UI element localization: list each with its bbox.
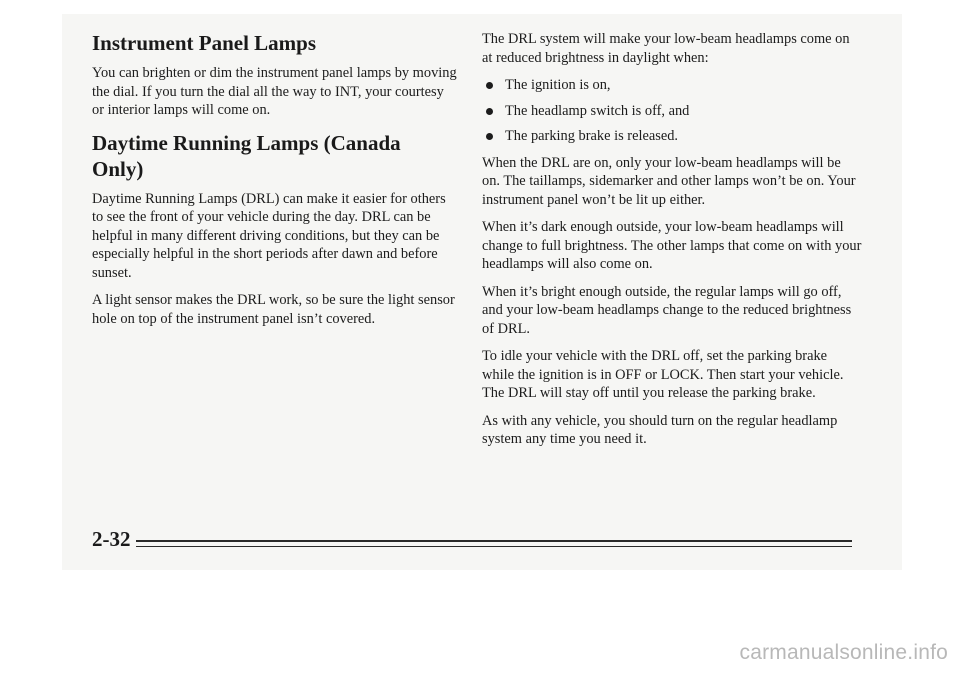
- bullet-icon: [486, 108, 493, 115]
- instrument-panel-lamps-text: You can brighten or dim the instrument panel lamps by moving the dial. If you turn the dial all the way to INT, your courtesy or interior lamps will come on.: [92, 65, 457, 118]
- idle-vehicle-paragraph: To idle your vehicle with the DRL off, set the parking brake while the ignition is in OFF or LOCK. Then start your vehicle. The DRL will stay off until you release the parking brake.: [482, 348, 844, 401]
- bullet-icon: [486, 133, 493, 140]
- list-item: The ignition is on,: [482, 76, 862, 95]
- list-item: The parking brake is released.: [482, 127, 862, 146]
- drl-conditions-list: [482, 76, 862, 146]
- daytime-paragraph-2: A light sensor makes the DRL work, so be sure the light sensor hole on top of the instrument panel isn’t covered.: [92, 292, 455, 327]
- footer-rule: [136, 540, 852, 542]
- daytime-running-lamps-heading: Daytime Running Lamps (Canada Only): [92, 130, 401, 181]
- instrument-panel-lamps-heading: Instrument Panel Lamps: [92, 31, 317, 55]
- drl-intro-paragraph: The DRL system will make your low-beam headlamps come on at reduced brightness in daylight when:: [482, 31, 850, 66]
- page-footer: [92, 527, 852, 557]
- daytime-paragraph-1: Daytime Running Lamps (DRL) can make it easier for others to see the front of your vehicle during the day. DRL can be helpful in many different driving conditions, but they can be especially helpful in the short periods after dawn and before sunset.: [92, 190, 446, 281]
- footer-rule-thin: [136, 546, 852, 547]
- bright-outside-paragraph: When it’s bright enough outside, the regular lamps will go off, and your low-beam headlamps change to the reduced brightness of DRL.: [482, 283, 852, 337]
- watermark: carmanualsonline.info: [739, 641, 948, 664]
- regular-headlamp-paragraph: As with any vehicle, you should turn on the regular headlamp system any time you need it.: [482, 412, 838, 447]
- drl-on-paragraph: When the DRL are on, only your low-beam headlamps will be on. The taillamps, sidemarker and other lamps won’t be on. Your instrument panel won’t be lit up either.: [482, 154, 856, 208]
- bullet-icon: [486, 82, 493, 89]
- dark-outside-paragraph: When it’s dark enough outside, your low-beam headlamps will change to full brightness. The other lamps that come on with your headlamps will also come on.: [482, 219, 862, 272]
- left-column: [92, 30, 457, 337]
- page-number: 2-32: [92, 527, 131, 551]
- list-item: The headlamp switch is off, and: [482, 102, 862, 121]
- right-column: [482, 30, 862, 458]
